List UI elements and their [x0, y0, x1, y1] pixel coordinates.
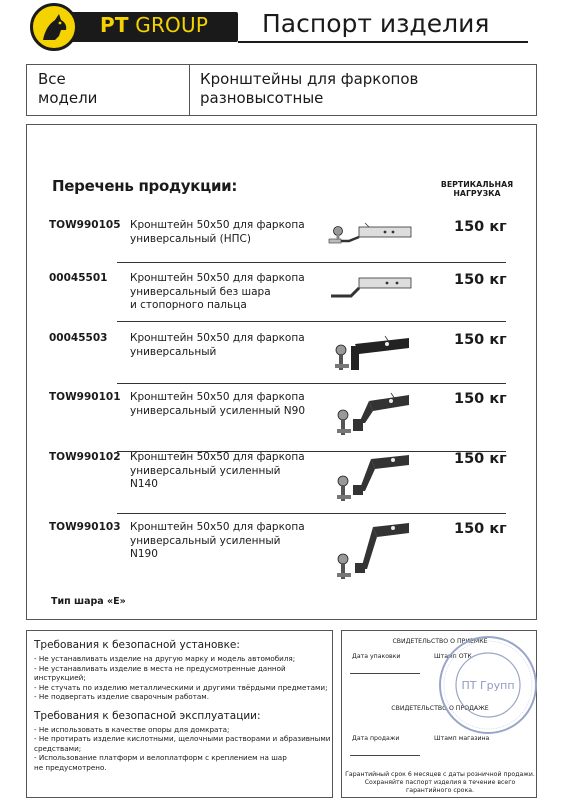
- bracket-with-ball-image: [325, 219, 415, 259]
- product-desc-line2: универсальный усиленный N90: [130, 404, 306, 417]
- pack-date-label: Дата упаковки: [352, 653, 401, 660]
- row-divider: [117, 383, 506, 384]
- load-column-header: [432, 180, 522, 198]
- product-category-line1: Кронштейны для фаркопов: [200, 70, 419, 88]
- model-scope-line1: Все: [38, 70, 66, 88]
- product-description: [130, 219, 310, 246]
- products-title: Перечень продукции:: [52, 177, 238, 195]
- install-requirements-heading: Требования к безопасной установке:: [34, 639, 240, 651]
- product-desc-line2: универсальный усиленный N190: [130, 534, 281, 560]
- product-desc-line2: универсальный: [130, 345, 217, 358]
- product-desc-line2: универсальный без шара: [130, 285, 271, 298]
- product-code: TOW990103: [49, 521, 121, 533]
- brand-name-light: GROUP: [128, 13, 209, 37]
- stamp-text: ПТ Групп: [461, 679, 515, 692]
- product-load: 150 кг: [454, 391, 507, 407]
- warranty-line2: Сохраняйте паспорт изделия в течение всего гарантийного срока.: [364, 779, 516, 794]
- row-divider: [117, 321, 506, 322]
- product-desc-line1: Кронштейн 50х50 для фаркопа: [130, 391, 305, 403]
- product-desc-line3: и стопорного пальца: [130, 299, 247, 311]
- product-load: 150 кг: [454, 451, 507, 467]
- product-category: [200, 70, 418, 108]
- warranty-note: [342, 771, 538, 795]
- safety-requirements: [26, 630, 333, 798]
- sale-date-label: Дата продажи: [352, 735, 400, 742]
- product-desc-line1: Кронштейн 50х50 для фаркопа: [130, 521, 305, 533]
- row-divider: [117, 513, 506, 514]
- product-desc-line1: Кронштейн 50х50 для фаркопа: [130, 219, 305, 231]
- model-box: [26, 64, 537, 116]
- product-code: TOW990102: [49, 451, 121, 463]
- sale-date-line: [350, 755, 420, 756]
- product-load: 150 кг: [454, 219, 507, 235]
- install-item: - Не стучать по изделию металлическими и другими твёрдыми предметами;: [34, 682, 328, 692]
- operation-item: не предусмотрено.: [34, 762, 107, 772]
- product-load: 150 кг: [454, 272, 507, 288]
- install-item: - Не подвергать изделие сварочным работам.: [34, 692, 209, 701]
- pack-date-line: [350, 673, 420, 674]
- sale-title: СВИДЕТЕЛЬСТВО О ПРОДАЖЕ: [391, 705, 489, 712]
- bracket-with-ball-image: [325, 521, 415, 587]
- operation-item: - Не протирать изделие кислотными, щелочными растворами и абразивными: [34, 734, 331, 743]
- warranty-line1: Гарантийный срок 6 месяцев с даты розничной продажи.: [345, 771, 535, 778]
- operation-item: средствами;: [34, 743, 82, 753]
- row-divider: [117, 262, 506, 263]
- product-description: [130, 272, 310, 313]
- product-desc-line1: Кронштейн 50х50 для фаркопа: [130, 451, 305, 463]
- install-item: - Не устанавливать изделие в места не предусмотренные данной инструкцией;: [34, 663, 286, 682]
- products-box: [26, 124, 537, 620]
- product-code: 00045503: [49, 332, 108, 344]
- bracket-without-ball-image: [325, 272, 415, 312]
- model-scope-line2: модели: [38, 89, 98, 107]
- logo: [30, 3, 78, 51]
- product-load: 150 кг: [454, 332, 507, 348]
- ball-type-note: Тип шара «E»: [51, 596, 126, 607]
- company-stamp-icon: [434, 631, 542, 739]
- brand-name-bold: PT: [100, 13, 129, 37]
- product-desc-line2: универсальный (НПС): [130, 232, 251, 245]
- operation-item: - Не использовать в качестве опоры для домкрата;: [34, 724, 230, 734]
- product-code: TOW990105: [49, 219, 121, 231]
- product-code: TOW990101: [49, 391, 121, 403]
- model-scope: [27, 65, 190, 115]
- acceptance-title: СВИДЕТЕЛЬСТВО О ПРИЕМКЕ: [392, 638, 488, 645]
- product-code: 00045501: [49, 272, 108, 284]
- operation-requirements-heading: Требования к безопасной эксплуатации:: [34, 709, 261, 722]
- bracket-with-ball-image: [325, 391, 415, 441]
- product-description: [130, 451, 310, 492]
- load-header-line1: ВЕРТИКАЛЬНАЯ: [440, 180, 514, 189]
- brand-name: [100, 13, 208, 37]
- shop-stamp-label: Штамп магазина: [434, 735, 490, 742]
- product-category-line2: разновысотные: [200, 89, 324, 107]
- product-desc-line2: универсальный усиленный N140: [130, 464, 281, 490]
- product-description: [130, 332, 310, 359]
- product-desc-line1: Кронштейн 50х50 для фаркопа: [130, 272, 305, 284]
- horse-logo-icon: [33, 6, 75, 48]
- operation-item: - Использование платформ и велоплатформ с креплением на шар: [34, 753, 287, 762]
- product-load: 150 кг: [454, 521, 507, 537]
- bracket-with-ball-image: [325, 332, 415, 378]
- product-desc-line1: Кронштейн 50х50 для фаркопа: [130, 332, 305, 344]
- product-description: [130, 391, 310, 418]
- header-divider: [238, 41, 528, 43]
- product-description: [130, 521, 310, 562]
- install-item: - Не устанавливать изделие на другую марку и модель автомобиля;: [34, 654, 296, 663]
- bracket-with-ball-image: [325, 451, 415, 507]
- page-title: Паспорт изделия: [262, 9, 490, 38]
- certificate-box: [341, 630, 537, 798]
- load-header-line2: НАГРУЗКА: [453, 189, 501, 198]
- qc-stamp-label: Штамп ОТК: [434, 653, 472, 660]
